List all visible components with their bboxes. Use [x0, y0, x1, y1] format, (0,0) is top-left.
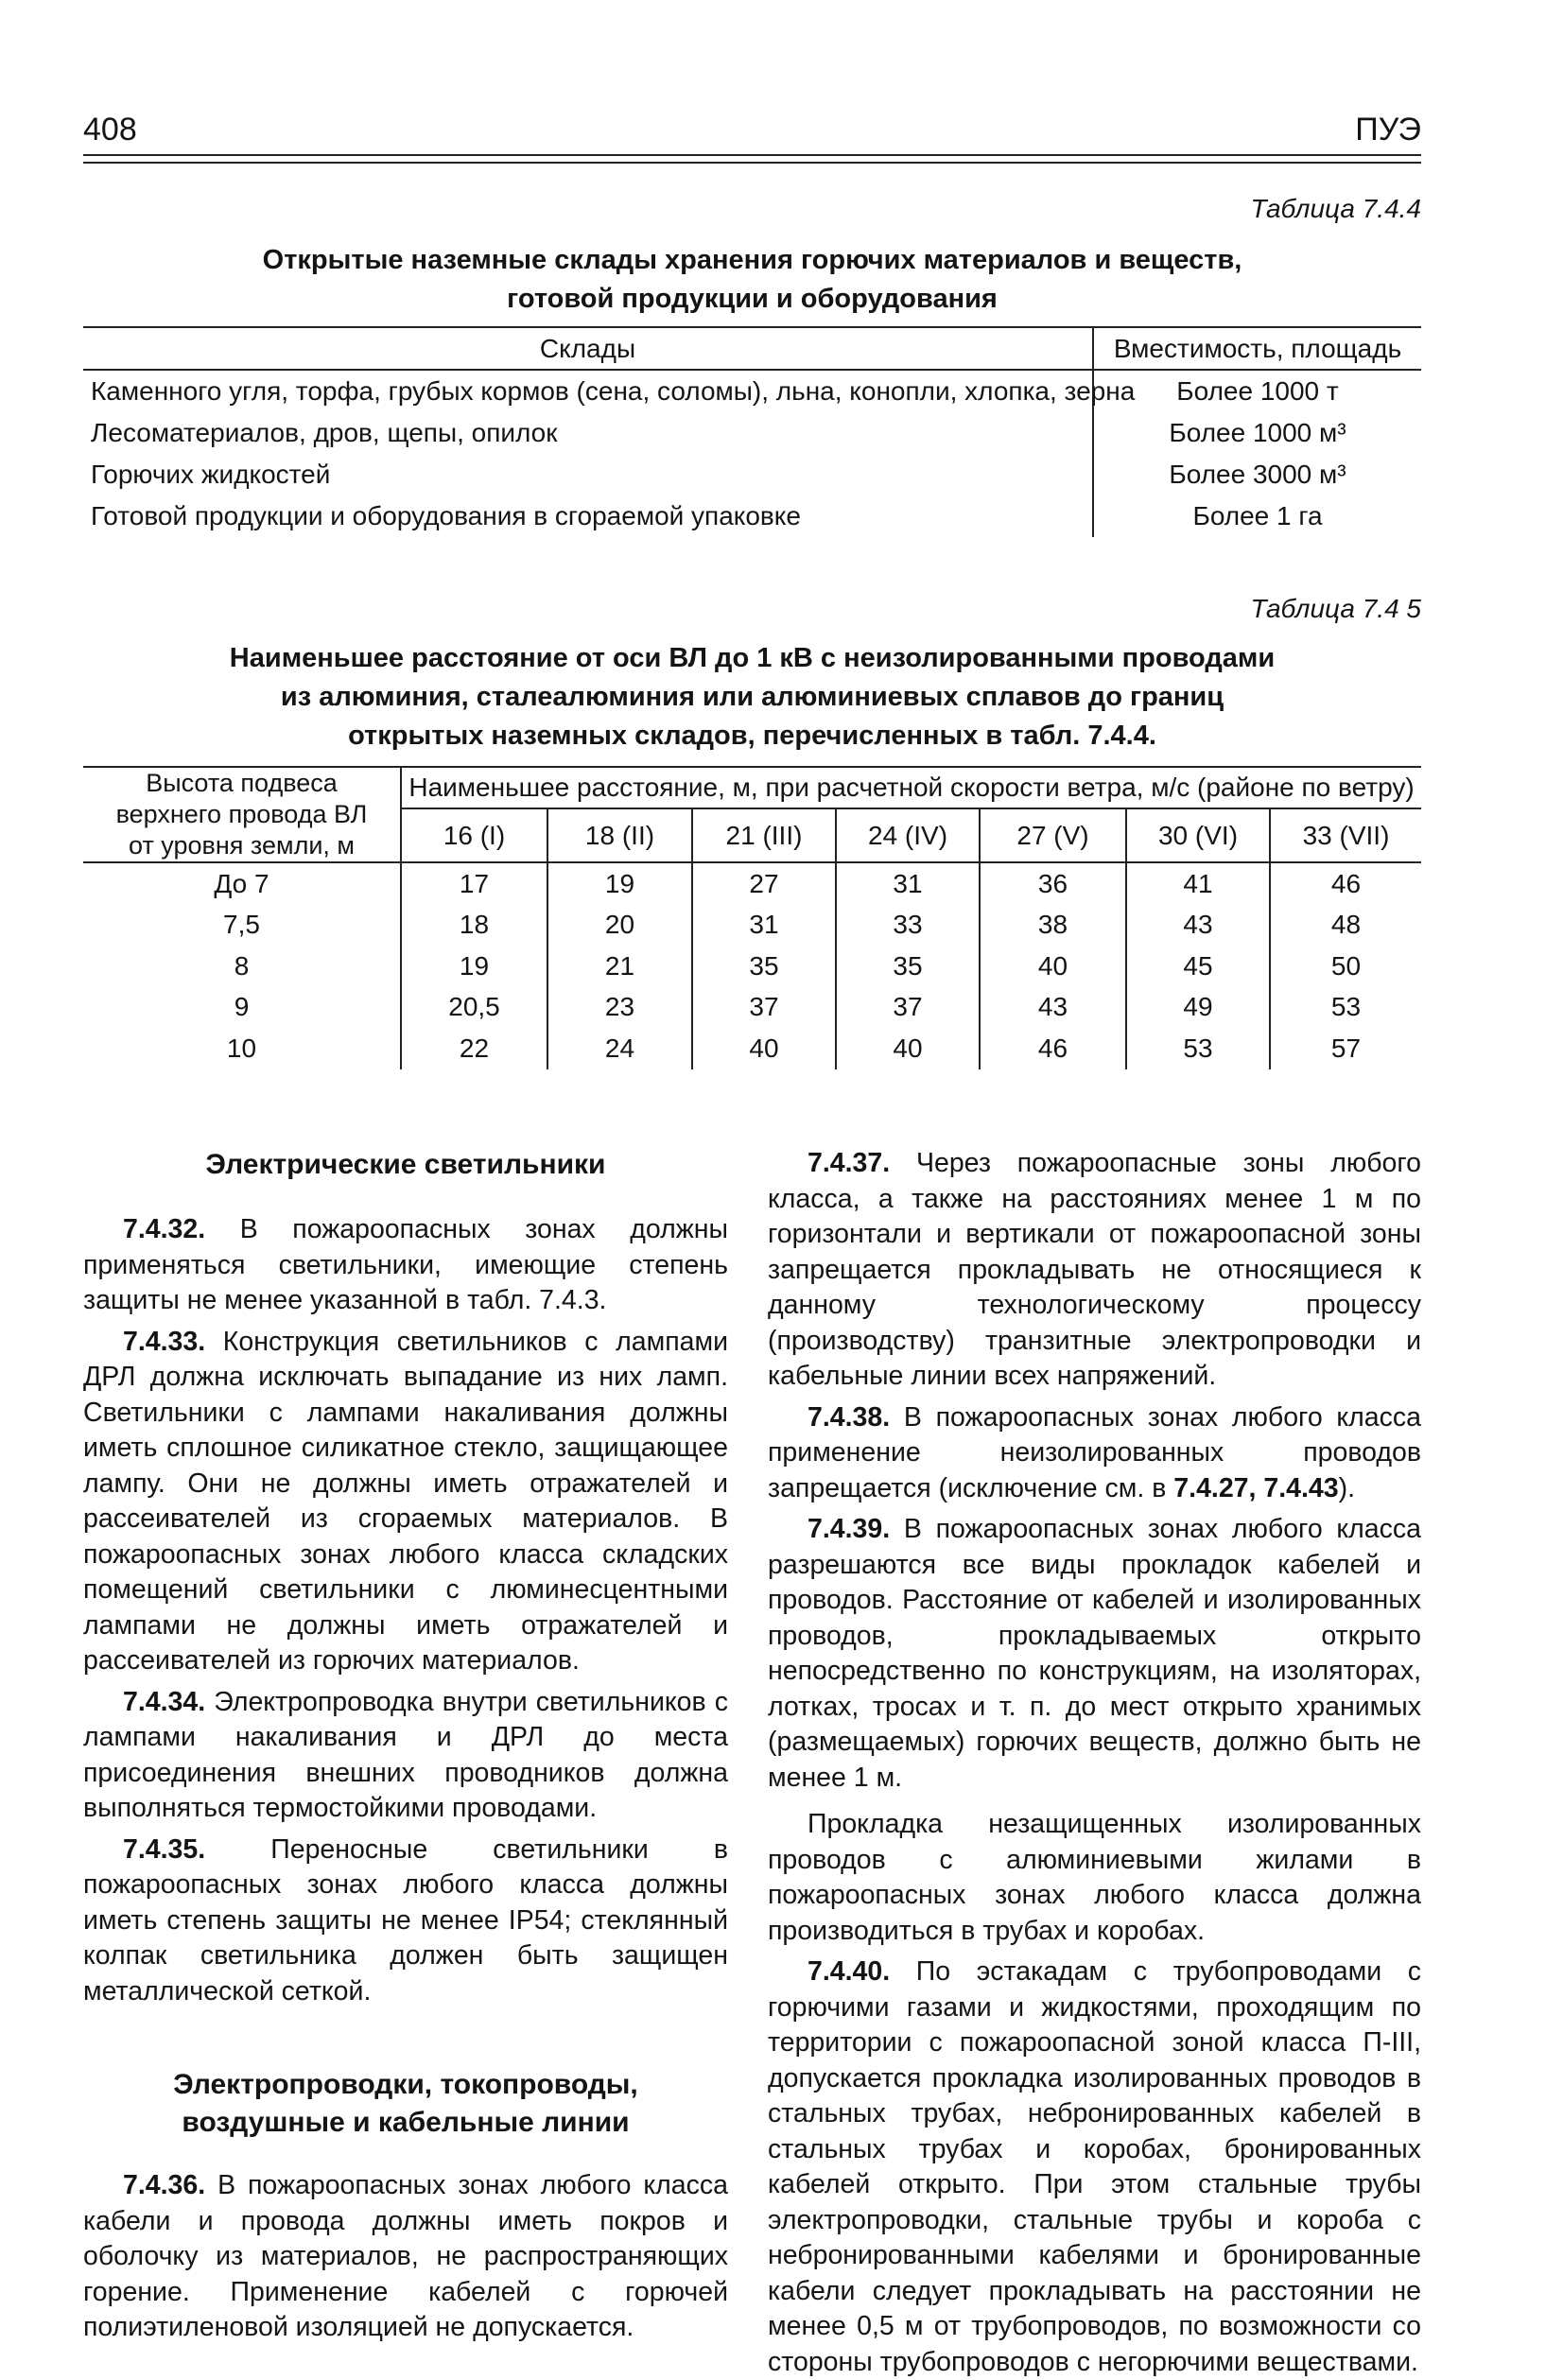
table1-cell: Готовой продукции и оборудования в сгораемой упаковке [83, 495, 1093, 537]
table2-cell: 9 [234, 992, 250, 1022]
clause-text: В пожароопасных зонах любого класса разрешаются все виды прокладок кабелей и проводов. Расстояние от кабелей и изолированных проводов, прокладываемых открыто непосредственно по конструкциям, на изоляторах, лотках, тросах и т. п. до мест открыто хранимых (размещаемых) горючих веществ, должно быть не менее 1 м. [768, 1514, 1421, 1793]
table2-title-line: Наименьшее расстояние от оси ВЛ до 1 кВ с неизолированными проводами [229, 643, 1276, 673]
table2 [83, 766, 1421, 1069]
table2-cell: 23 [547, 987, 692, 1029]
paragraph-7-4-32 [83, 1212, 728, 1319]
table2-cell: 43 [1126, 905, 1270, 947]
table2-cell: 45 [1126, 946, 1270, 987]
table1-col-header: Склады [83, 327, 1093, 370]
paragraph-7-4-40 [768, 1954, 1421, 2380]
table2-cell: 43 [980, 987, 1126, 1029]
table2-header-row [83, 767, 1421, 808]
paragraph-7-4-37 [768, 1146, 1421, 1395]
table2-title-line: из алюминия, сталеалюминия или алюминиевых сплавов до границ [280, 682, 1224, 712]
clause-number: 7.4.32. [123, 1214, 206, 1244]
table2-cell: 35 [692, 946, 836, 987]
table1-cell: Горючих жидкостей [83, 454, 1093, 495]
clause-text: Электропроводка внутри светильников с лампами накаливания и ДРЛ до места присоединения внешних проводников должна выполняться термостойкими проводами. [83, 1686, 729, 1823]
clause-text: Конструкция светильников с лампами ДРЛ должна исключать выпадание из них ламп. Светильники с лампами накаливания должны иметь сплошное силикатное стекло, защищающее лампу. Они не должны иметь отражателей и рассеивателей из сгораемых материалов. В пожароопасных зонах любого класса складских помещений светильники с люминесцентными лампами не должны иметь отражателей и рассеивателей из горючих материалов. [83, 1326, 728, 1676]
table-row [83, 905, 1421, 947]
clause-number: 7.4.38. [808, 1401, 891, 1433]
table2-cell: 17 [401, 862, 547, 905]
table2-cell: 8 [234, 950, 250, 981]
clause-number: 7.4.34. [123, 1686, 206, 1717]
page-number: 408 [83, 112, 137, 148]
table2-cell: 57 [1270, 1028, 1421, 1069]
clause-text: Через пожароопасные зоны любого класса, а также на расстояниях менее 1 м по горизонтали и вертикали от пожароопасной зоны запрещается прокладывать не относящиеся к данному технологическому процессу (производству) транзитные электропроводки и кабельные линии всех напряжений. [768, 1148, 1422, 1391]
clause-text: В пожароопасных зонах должны применяться светильники, имеющие степень защиты не менее указанной в табл. 7.4.3. [83, 1214, 728, 1315]
table1-title [83, 241, 1421, 319]
table2-cell: До 7 [214, 868, 269, 898]
table2-col-header: 27 (V) [980, 808, 1126, 862]
table2-cell: 33 [836, 905, 980, 947]
table1 [83, 326, 1421, 537]
page-header [83, 112, 1421, 157]
table1-cell: Более 1 га [1192, 501, 1323, 530]
table1-header-row [83, 327, 1421, 370]
table1-title-line: Открытые наземные склады хранения горючих материалов и веществ, [262, 245, 1242, 275]
table2-cell: 40 [836, 1028, 980, 1069]
table2-cell: 35 [836, 946, 980, 987]
table-row [83, 987, 1421, 1029]
table1-cell: Более 1000 т [1176, 376, 1339, 406]
table-row [83, 370, 1421, 412]
table1-cell: Лесоматериалов, дров, щепы, опилок [83, 412, 1093, 454]
table2-cell: 36 [980, 862, 1126, 905]
paragraph-7-4-39 [768, 1512, 1421, 1796]
clause-number: 7.4.35. [123, 1833, 206, 1865]
table2-cell: 27 [692, 862, 836, 905]
table2-cell: 31 [836, 862, 980, 905]
table2-col-header: 24 (IV) [836, 808, 980, 862]
clause-number: 7.4.36. [123, 2170, 206, 2200]
clause-separator: , [1248, 1472, 1264, 1503]
left-column [83, 1146, 728, 2346]
table2-cell: 40 [692, 1028, 836, 1069]
paragraph-unnumbered: Прокладка незащищенных изолированных проводов с алюминиевыми жилами в пожароопасных зонах любого класса должна производиться в трубах и коробах. [768, 1809, 1421, 1946]
clause-number: 7.4.33. [123, 1326, 206, 1357]
paragraph-7-4-36 [83, 2168, 728, 2346]
table2-cell: 49 [1126, 987, 1270, 1029]
right-column [768, 1146, 1421, 2380]
table2-cell: 46 [980, 1028, 1126, 1069]
table2-cell: 24 [547, 1028, 692, 1069]
clause-reference: 7.4.27 [1173, 1472, 1249, 1503]
table2-cell: 18 [401, 905, 547, 947]
table-row [83, 495, 1421, 537]
table1-col-header: Вместимость, площадь [1093, 327, 1421, 370]
table-row [83, 862, 1421, 905]
section-heading: воздушные и кабельные линии [182, 2107, 630, 2138]
table1-cell: Более 1000 м³ [1169, 418, 1346, 447]
section-heading: Электропроводки, токопроводы, [173, 2069, 638, 2100]
table2-cell: 37 [692, 987, 836, 1029]
table2-cell: 40 [980, 946, 1126, 987]
table2-col-header: 30 (VI) [1126, 808, 1270, 862]
clause-reference: 7.4.43 [1263, 1472, 1339, 1503]
table2-row-header: Высота подвеса верхнего провода ВЛ от уровня земли, м [83, 767, 401, 862]
table-row [83, 946, 1421, 987]
table2-group-header: Наименьшее расстояние, м, при расчетной скорости ветра, м/с (районе по ветру) [401, 767, 1421, 808]
table2-cell: 53 [1270, 987, 1421, 1029]
clause-number: 7.4.39. [808, 1514, 891, 1544]
table2-cell: 20,5 [401, 987, 547, 1029]
header-rule-bottom [83, 162, 1421, 164]
table2-cell: 48 [1270, 905, 1421, 947]
clause-text: В пожароопасных зонах любого класса кабели и провода должны иметь покров и оболочку из материалов, не распространяющих горение. Применение кабелей с горючей полиэтиленовой изоляцией не допускается. [83, 2170, 728, 2342]
table2-cell: 7,5 [223, 910, 260, 940]
paragraph-7-4-35 [83, 1833, 728, 2010]
clause-text: По эстакадам с трубопроводами с горючими газами и жидкостями, проходящим по территории с пожароопасной зоной класса П-III, допускается прокладка изолированных проводов в стальных трубах, небронированных кабелей в стальных трубах и коробах, бронированных кабелей открыто. При этом стальные трубы электропроводки, стальные трубы и короба с небронированными кабелями и бронированные кабели следует прокладывать на расстоянии не менее 0,5 м от трубопроводов, по возможности со стороны трубопроводов с негорючими веществами. [768, 1956, 1421, 2377]
table2-cell: 20 [547, 905, 692, 947]
table2-col-header: 16 (I) [401, 808, 547, 862]
table-row [83, 454, 1421, 495]
table1-cell: Более 3000 м³ [1169, 460, 1346, 489]
table2-title [83, 639, 1421, 756]
table2-title-line: открытых наземных складов, перечисленных в табл. 7.4.4. [348, 721, 1156, 751]
table2-cell: 38 [980, 905, 1126, 947]
clause-text: Переносные светильники в пожароопасных зонах любого класса должны иметь степень защиты не менее IP54; стеклянный колпак светильника должен быть защищен металлической сеткой. [83, 1833, 728, 2006]
table2-cell: 10 [226, 1033, 257, 1063]
table2-col-header: 18 (II) [547, 808, 692, 862]
paragraph-7-4-38 [768, 1400, 1421, 1507]
clause-text-end: ). [1338, 1472, 1356, 1503]
clause-text: В пожароопасных зонах любого класса применение неизолированных проводов запрещается (исключение см. в [768, 1401, 1421, 1503]
table2-cell: 31 [692, 905, 836, 947]
table2-cell: 22 [401, 1028, 547, 1069]
table-row [83, 412, 1421, 454]
table1-label: Таблица 7.4.4 [1250, 194, 1421, 223]
table2-col-header: 33 (VII) [1270, 808, 1421, 862]
paragraph-7-4-33 [83, 1325, 728, 1679]
table2-cell: 41 [1126, 862, 1270, 905]
header-rule-top [83, 154, 1421, 156]
table2-cell: 21 [547, 946, 692, 987]
table2-cell: 37 [836, 987, 980, 1029]
table2-label: Таблица 7.4 5 [1250, 594, 1421, 623]
table2-cell: 50 [1270, 946, 1421, 987]
clause-number: 7.4.40. [808, 1956, 891, 1987]
clause-number: 7.4.37. [808, 1148, 891, 1178]
table1-cell: Каменного угля, торфа, грубых кормов (сена, соломы), льна, конопли, хлопка, зерна [83, 370, 1093, 412]
table-row [83, 1028, 1421, 1069]
table2-cell: 19 [547, 862, 692, 905]
table2-cell: 19 [401, 946, 547, 987]
paragraph-7-4-34 [83, 1685, 728, 1827]
table1-title-line: готовой продукции и оборудования [507, 284, 998, 314]
table2-cell: 53 [1126, 1028, 1270, 1069]
table2-cell: 46 [1270, 862, 1421, 905]
table2-col-header: 21 (III) [692, 808, 836, 862]
running-title: ПУЭ [1355, 112, 1421, 148]
section-heading: Электрические светильники [205, 1149, 606, 1180]
